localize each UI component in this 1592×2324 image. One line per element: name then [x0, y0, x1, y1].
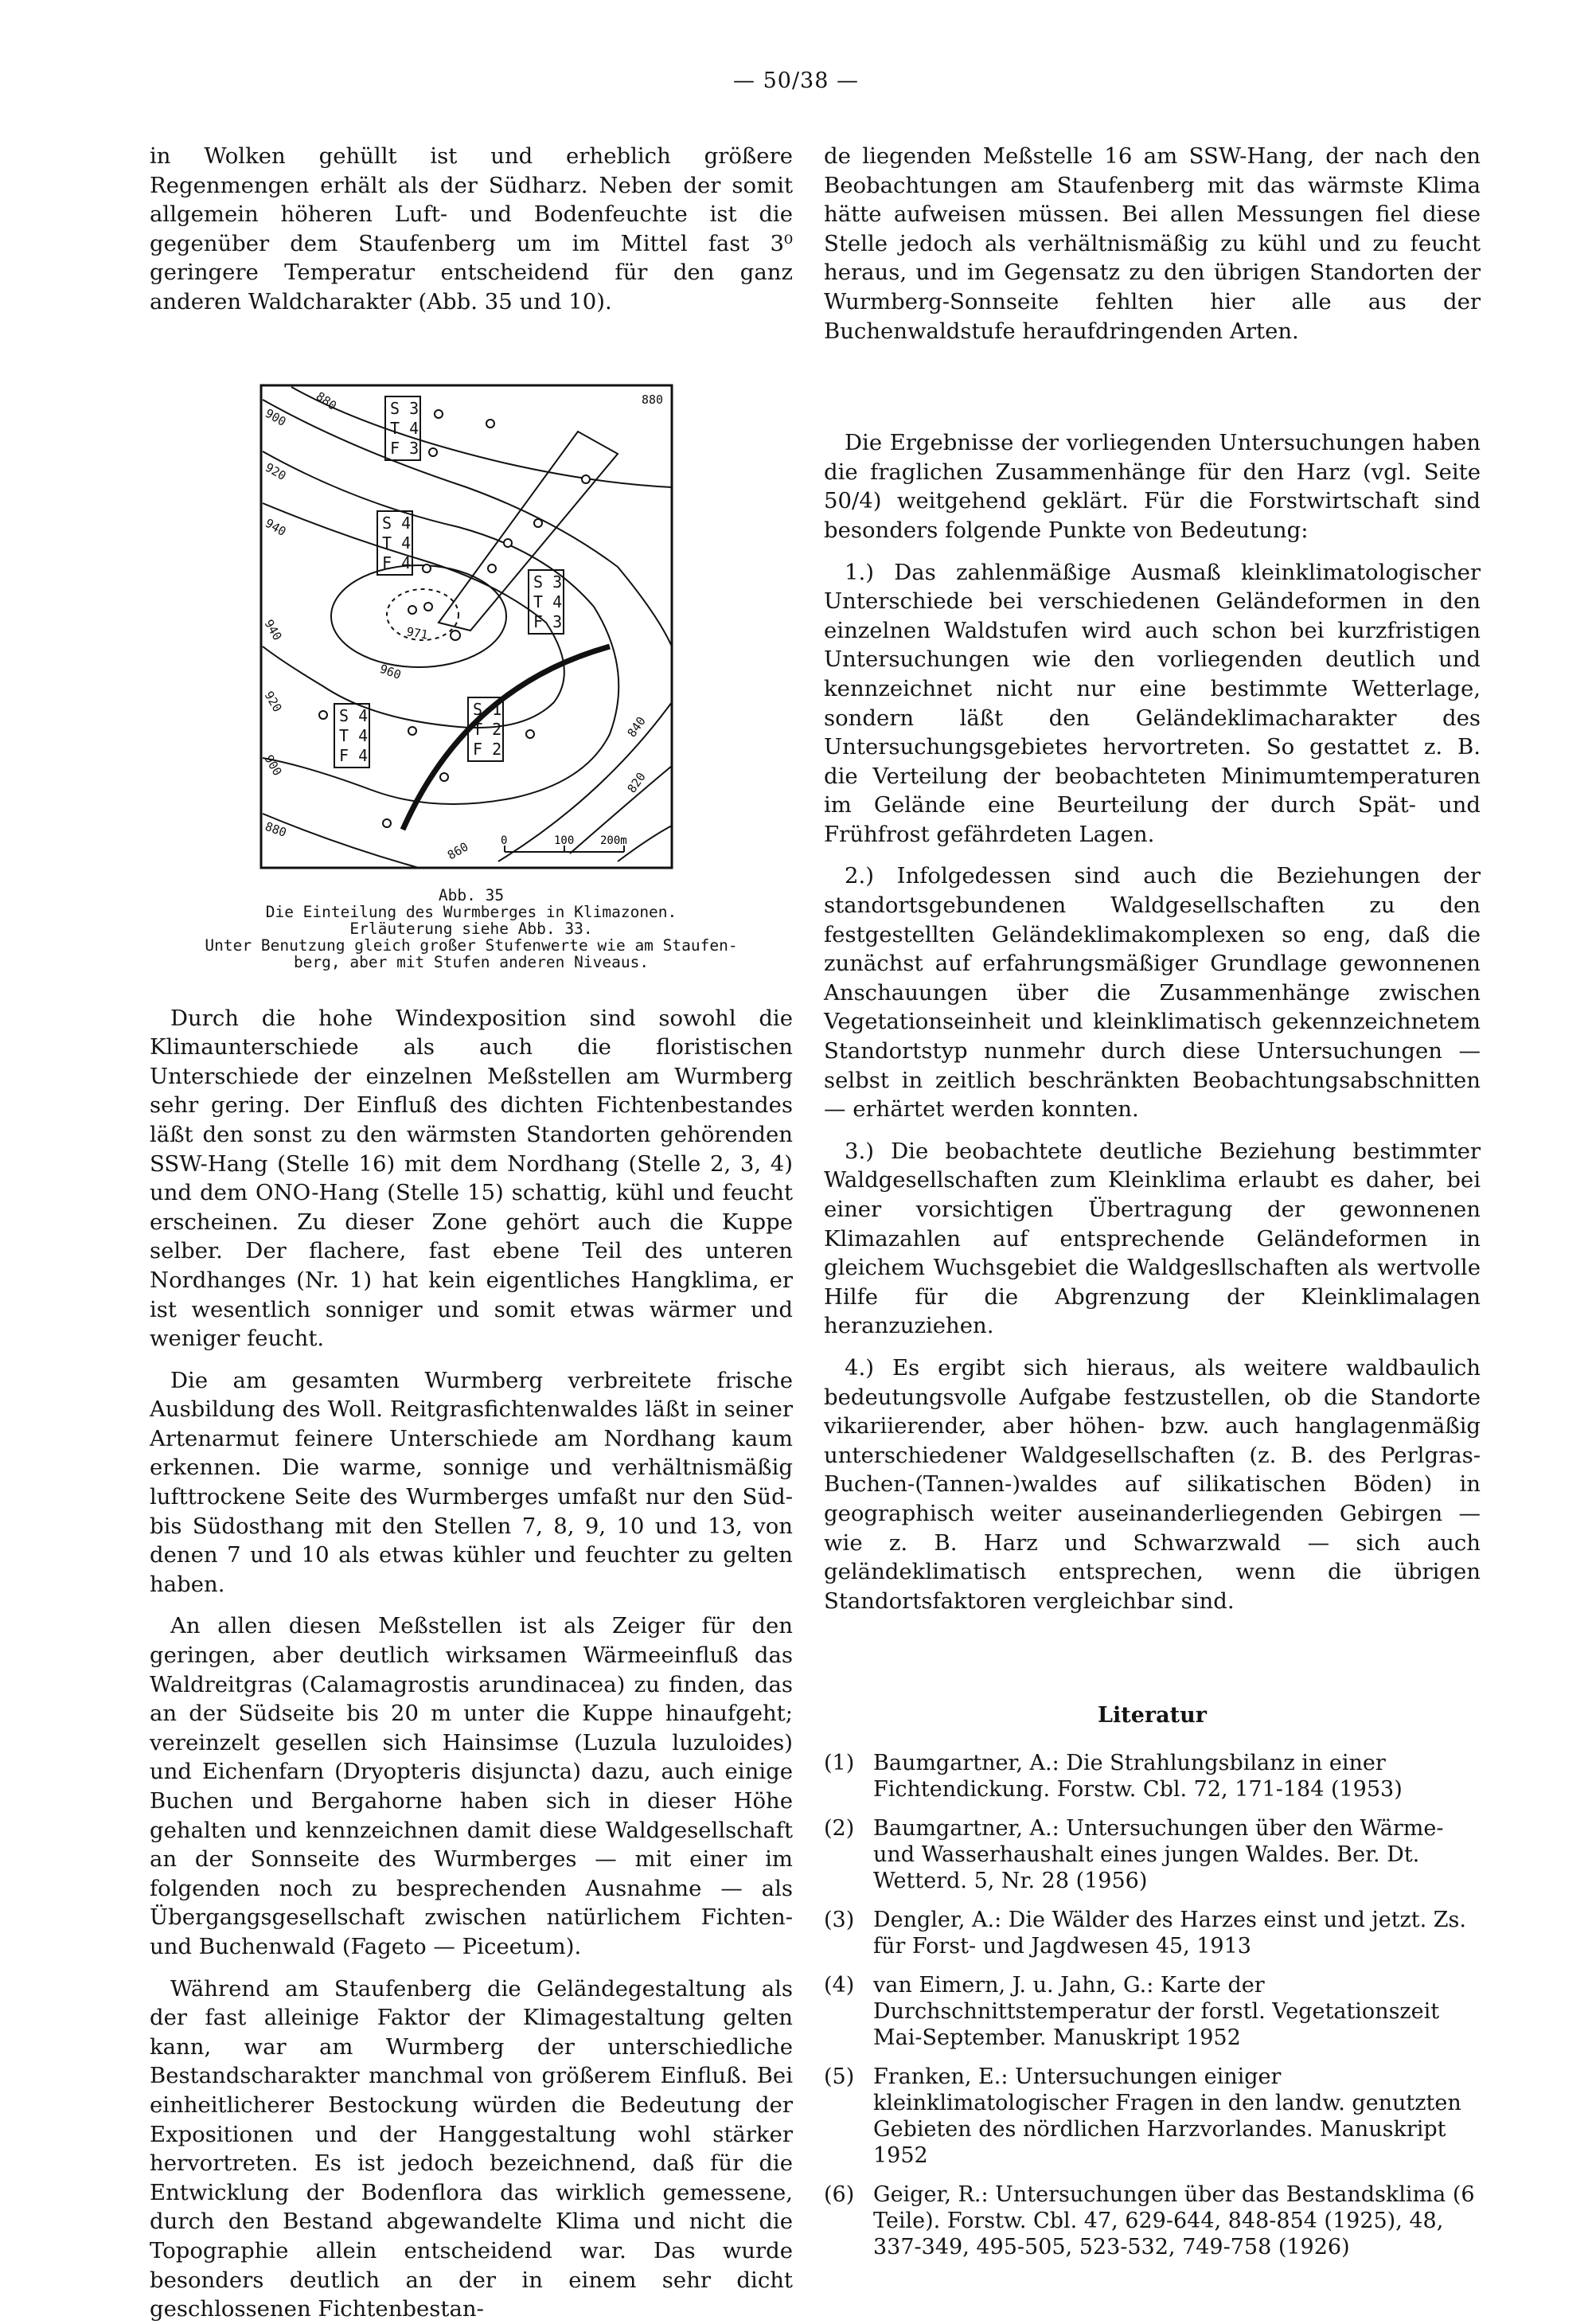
measurement-point: [526, 730, 534, 738]
contour-label: 940: [263, 515, 289, 539]
reference-number: (3): [824, 1907, 855, 1932]
zone-f-value: F 3: [533, 611, 563, 631]
list-item-3: 3.) Die beobachtete deutliche Beziehung bestimmter Waldgesellschaften zum Kleinklima erlaubt es daher, bei einer vorsichtigen Übertragung der gewonnenen Klimazahlen auf entsprechende Geländeformen in gleichem Wuchsgebiet die Waldgesllschaften als wertvolle Hilfe für die Abgrenzung der Kleinklimalagen heranzuziehen.: [824, 1138, 1481, 1339]
measurement-point: [408, 606, 416, 614]
reference-number: (1): [824, 1750, 855, 1775]
left-paragraph-4: An allen diesen Meßstellen ist als Zeiger für den geringen, aber deutlich wirksamen Wärmeeinfluß das Waldreitgras (Calamagrostis arundinacea) zu finden, das an der Südseite bis 20 m unter die Kuppe hinaufgeht; vereinzelt gesellen sich Hainsimse (Luzula luzuloides) und Eichenfarn (Dryopteris disjuncta) dazu, auch einige Buchen und Bergahorne haben sich in dieser Höhe gehalten und kennzeichnen damit diese Waldgesellschaft an der Sonnseite des Wurmberges — mit einer im folgenden noch zu besprechenden Ausnahme — als Übergangsgesellschaft zwischen natürlichem Fichten- und Buchenwald (Fageto — Piceetum).: [150, 1613, 793, 1959]
zone-f-value: F 4: [382, 553, 412, 572]
contour-label: 820: [624, 769, 649, 795]
caption-line: Erläuterung siehe Abb. 33.: [349, 919, 593, 938]
scale-label: 100: [554, 834, 575, 847]
measurement-point: [408, 727, 416, 735]
zone-s-value: S 3: [390, 398, 419, 418]
reference-item: [824, 1815, 1481, 1894]
measurement-point: [451, 631, 460, 640]
contour-label: 880: [313, 389, 340, 413]
zone-f-value: F 2: [473, 739, 502, 759]
measurement-point: [488, 564, 496, 572]
map-frame: [261, 385, 672, 868]
zone-s-value: S 3: [533, 572, 563, 592]
measurement-point: [486, 420, 494, 428]
reference-text: Franken, E.: Untersuchungen einiger kleinklimatologischer Fragen in den landw. genutzten Gebieten des nördlichen Harzvorlandes. Manuskript 1952: [873, 2064, 1461, 2168]
scale-label: 200m: [600, 834, 627, 847]
right-paragraph-1: de liegenden Meßstelle 16 am SSW-Hang, der nach den Beobachtungen am Staufenberg mit das wärmste Klima hätte aufweisen müssen. Bei allen Messungen fiel diese Stelle jedoch als verhältnismäßig zu kühl und zu feucht heraus, und im Gegensatz zu den übrigen Standorten der Wurmberg-Sonnseite fehlten hier alle aus der Buchenwaldstufe heraufdringenden Arten.: [824, 143, 1481, 344]
measurement-point: [383, 819, 391, 827]
reference-item: [824, 2181, 1481, 2260]
measurement-point: [319, 711, 327, 719]
figure-caption: [150, 887, 793, 971]
contour-label: 840: [624, 713, 649, 740]
literature-heading: Literatur: [1098, 1703, 1207, 1728]
contour-label: 940: [261, 616, 285, 643]
contour-label: 920: [263, 459, 289, 483]
caption-line: berg, aber mit Stufen anderen Niveaus.: [293, 952, 650, 971]
measurement-point: [429, 448, 437, 456]
measurement-point: [423, 564, 431, 572]
contour-label: 880: [263, 818, 289, 840]
zone-t-value: T 2: [473, 719, 502, 739]
reference-item: [824, 1907, 1481, 1959]
zone-s-value: S 1: [473, 699, 502, 719]
zone-t-value: T 4: [533, 592, 563, 611]
zone-s-value: S 4: [382, 513, 412, 533]
zone-t-value: T 4: [382, 533, 412, 553]
summit-elevation-label: 971: [405, 623, 430, 643]
reference-number: (6): [824, 2181, 855, 2207]
figure-35: [150, 384, 793, 971]
caption-line: Die Einteilung des Wurmberges in Klimazonen.: [265, 902, 677, 921]
scale-label: 0: [501, 834, 508, 847]
reference-number: (2): [824, 1815, 855, 1841]
reference-number: (5): [824, 2064, 855, 2089]
reference-item: [824, 1972, 1481, 2051]
caption-line: Unter Benutzung gleich großer Stufenwerte wie am Staufen-: [205, 935, 738, 955]
measurement-point: [435, 410, 443, 418]
measurement-point: [424, 603, 432, 611]
caption-title: Abb. 35: [438, 885, 505, 904]
zone-f-value: F 4: [339, 745, 369, 765]
measurement-point: [582, 475, 590, 483]
reference-text: Baumgartner, A.: Die Strahlungsbilanz in einer Fichtendickung. Forstw. Cbl. 72, 171-184 (1953): [873, 1750, 1403, 1802]
list-item-2: 2.) Infolgedessen sind auch die Beziehungen der standortsgebundenen Waldgesellschaften zu den festgestellten Geländeklimakomplexen so eng, daß die zunächst auf erfahrungsmäßiger Grundlage gewonnenen Anschauungen über die Zusammenhänge zwischen Vegetationseinheit und kleinklimatisch gekennzeichnetem Standortstyp nunmehr durch diese Untersuchungen — selbst in zeitlich beschränkten Beobachtungsabschnitten — erhärtet werden konnten.: [824, 863, 1481, 1123]
measurement-point: [440, 773, 448, 781]
left-paragraph-2: Durch die hohe Windexposition sind sowohl die Klimaunterschiede als auch die floristischen Unterschiede der einzelnen Meßstellen am Wurmberg sehr gering. Der Einfluß des dichten Fichtenbestandes läßt den sonst zu den wärmsten Standorten gehörenden SSW-Hang (Stelle 16) mit dem Nordhang (Stelle 2, 3, 4) und dem ONO-Hang (Stelle 15) schattig, kühl und feucht erscheinen. Zu dieser Zone gehört auch die Kuppe selber. Der flachere, fast ebene Teil des unteren Nordhanges (Nr. 1) hat kein eigentliches Hangklima, er ist wesentlich sonniger und somit etwas wärmer und weniger feucht.: [150, 1005, 793, 1352]
measurement-point: [534, 519, 542, 527]
zone-t-value: T 4: [390, 418, 419, 438]
right-column: [824, 142, 1481, 2273]
reference-text: Geiger, R.: Untersuchungen über das Bestandsklima (6 Teile). Forstw. Cbl. 47, 629-644, 848-854 (1925), 48, 337-349, 495-505, 523-532, 749-758 (1926): [873, 2181, 1475, 2260]
wurmberg-climate-zone-map: [259, 384, 673, 869]
contour-label: 860: [445, 838, 471, 863]
page-number: — 50/38 —: [733, 68, 859, 93]
reference-number: (4): [824, 1972, 855, 1998]
reference-text: Baumgartner, A.: Untersuchungen über den Wärme- und Wasserhaushalt eines jungen Waldes. Ber. Dt. Wetterd. 5, Nr. 28 (1956): [873, 1815, 1444, 1893]
contour-label: 960: [377, 661, 404, 682]
zone-f-value: F 3: [390, 438, 419, 458]
zone-t-value: T 4: [339, 725, 369, 745]
measurement-point: [504, 539, 512, 547]
contour-label: 900: [261, 752, 285, 779]
left-paragraph-5: Während am Staufenberg die Geländegestaltung als der fast alleinige Faktor der Klimagestaltung gelten kann, war am Wurmberg der unterschiedliche Bestandscharakter manchmal von größerem Einfluß. Bei einheitlicherer Bestockung würden die Bedeutung der Expositionen und der Hanggestaltung wohl stärker hervortreten. Es ist jedoch bezeichnend, daß für die Entwicklung der Bodenflora das wirklich gemessene, durch den Bestand abgewandelte Klima und nicht die Topographie allein entscheidend war. Das wurde besonders deutlich an der in einem sehr dicht geschlossenen Fichtenbestan-: [150, 1975, 793, 2322]
reference-text: Dengler, A.: Die Wälder des Harzes einst und jetzt. Zs. für Forst- und Jagdwesen 45, 1913: [873, 1907, 1466, 1959]
zone-s-value: S 4: [339, 705, 369, 725]
reference-item: [824, 2064, 1481, 2169]
list-item-1: 1.) Das zahlenmäßige Ausmaß kleinklimatologischer Unterschiede bei verschiedenen Geländeformen in den einzelnen Waldstufen wird auch schon bei kurzfristigen Untersuchungen wie den vorliegenden deutlich und kennzeichnet nicht nur eine bestimmte Wetterlage, sondern läßt den Geländeklimacharakter des Untersuchungsgebietes hervortreten. So gestattet z. B. die Verteilung der beobachteten Minimumtemperaturen im Gelände eine Beurteilung der durch Spät- und Frühfrost gefährdeten Lagen.: [824, 559, 1481, 847]
left-column: [150, 142, 793, 2324]
contour-label: 920: [261, 688, 285, 715]
reference-text: van Eimern, J. u. Jahn, G.: Karte der Durchschnittstemperatur der forstl. Vegetationszeit Mai-September. Manuskript 1952: [873, 1972, 1440, 2050]
list-item-4: 4.) Es ergibt sich hieraus, als weitere waldbaulich bedeutungsvolle Aufgabe festzustellen, ob die Standorte vikariierender, aber höhen- bzw. auch hanglagenmäßig unterschiedener Waldgesellschaften (z. B. des Perlgras-Buchen-(Tannen-)waldes auf silikatischen Böden) in geographisch weiter auseinanderliegenden Gebirgen — wie z. B. Harz und Schwarzwald — sich auch geländeklimatisch entsprechen, wenn die übrigen Standortsfaktoren vergleichbar sind.: [824, 1354, 1481, 1614]
contour-label: 880: [642, 392, 664, 407]
contour-label: 900: [263, 405, 289, 429]
right-paragraph-2: Die Ergebnisse der vorliegenden Untersuchungen haben die fraglichen Zusammenhänge für den Harz (vgl. Seite 50/4) weitgehend geklärt. Für die Forstwirtschaft sind besonders folgende Punkte von Bedeutung:: [824, 430, 1481, 543]
left-paragraph-3: Die am gesamten Wurmberg verbreitete frische Ausbildung des Woll. Reitgrasfichtenwaldes läßt in seiner Artenarmut feinere Unterschiede am Nordhang kaum erkennen. Die warme, sonnige und verhältnismäßig lufttrockene Seite des Wurmberges umfaßt nur den Süd- bis Südosthang mit den Stellen 7, 8, 9, 10 und 13, von denen 7 und 10 als etwas kühler und feuchter zu gelten haben.: [150, 1367, 793, 1597]
left-paragraph-1: in Wolken gehüllt ist und erheblich größere Regenmengen erhält als der Südharz. Neben der somit allgemein höheren Luft- und Bodenfeuchte ist die gegenüber dem Staufenberg um im Mittel fast 3⁰ geringere Temperatur entscheidend für den ganz anderen Waldcharakter (Abb. 35 und 10).: [150, 143, 793, 314]
reference-item: [824, 1750, 1481, 1803]
